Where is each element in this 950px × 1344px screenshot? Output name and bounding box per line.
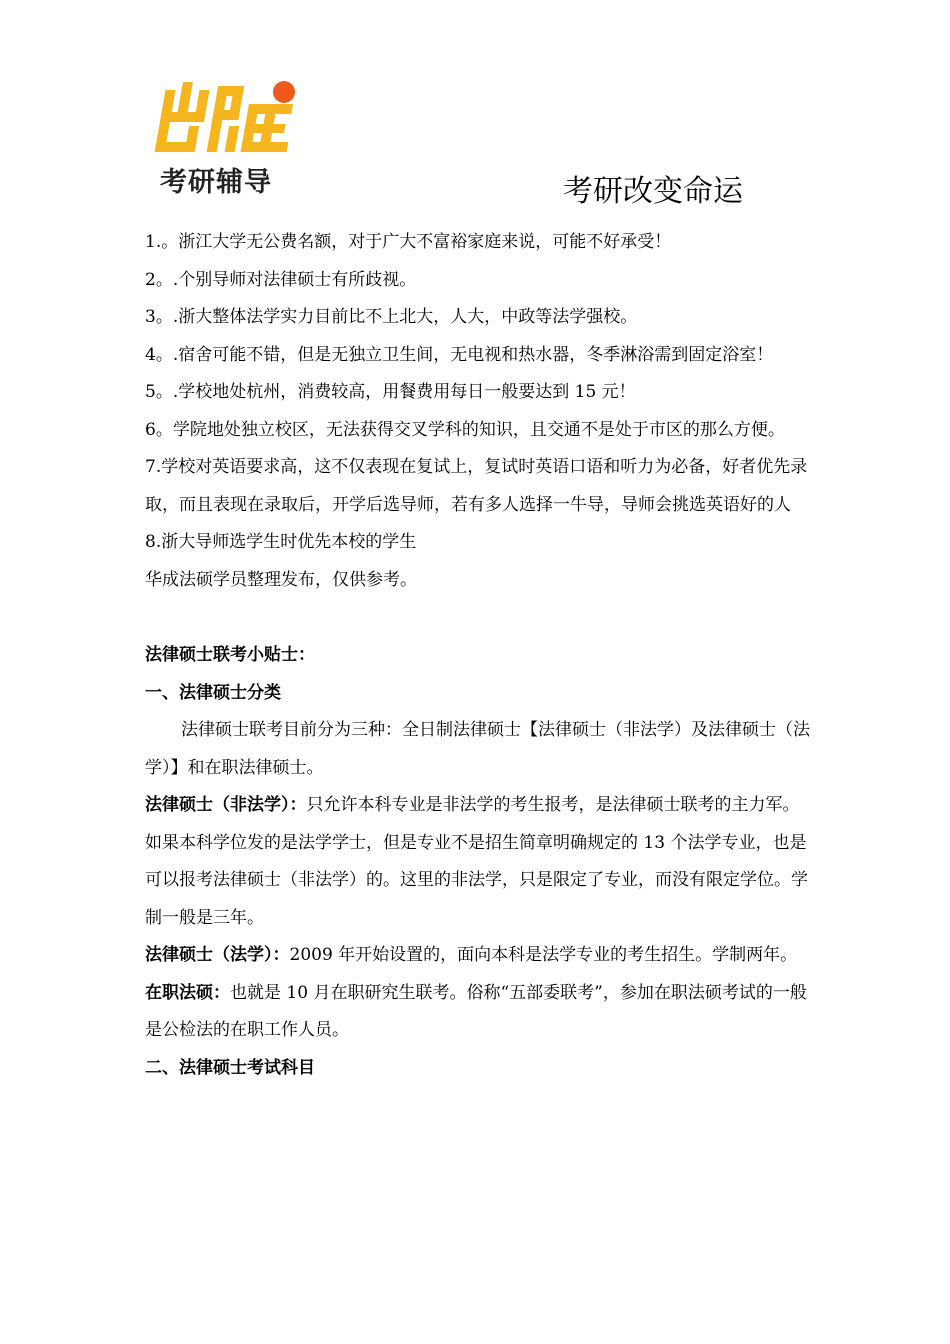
law-text: 2009 年开始设置的，面向本科是法学专业的考生招生。学制两年。 xyxy=(289,945,798,965)
list-item-7: 7.学校对英语要求高，这不仅表现在复试上，复试时英语口语和听力为必备，好者优先录取，而且表现在录取后，开学后选导师，若有多人选择一牛导，导师会挑选英语好的人 xyxy=(145,457,808,515)
logo-orange-dot xyxy=(273,81,295,103)
list-item-4: 4。.宿舍可能不错，但是无独立卫生间，无电视和热水器，冬季淋浴需到固定浴室！ xyxy=(145,344,774,365)
kaicheng-logo xyxy=(150,76,310,201)
tips-title: 法律硕士联考小贴士： xyxy=(145,645,315,665)
nonlaw-text: 只允许本科专业是非法学的考生报考，是法律硕士联考的主力军。如果本科学位发的是法学学士，但是专业不是招生简章明确规定的 13 个法学专业，也是可以报考法律硕士（非法学）的。这里的非法学，只是限定了专业，而没有限定学位。学制一般是三年。 xyxy=(145,795,808,928)
nonlaw-paragraph xyxy=(145,787,810,937)
list-item-3: 3。.浙大整体法学实力目前比不上北大，人大，中政等法学强校。 xyxy=(145,307,638,327)
nonlaw-lead: 法律硕士（非法学）： xyxy=(145,795,307,815)
list-item-5: 5。.学校地处杭州，消费较高，用餐费用每日一般要达到 15 元！ xyxy=(145,382,636,402)
logo-mark xyxy=(154,76,304,156)
list-item-8: 8.浙大导师选学生时优先本校的学生 xyxy=(145,532,417,552)
section1-intro: 法律硕士联考目前分为三种：全日制法律硕士【法律硕士（非法学）及法律硕士（法学）】和在职法律硕士。 xyxy=(145,720,810,778)
section2-heading: 二、法律硕士考试科目 xyxy=(145,1057,315,1078)
parttime-text: 也就是 10 月在职研究生联考。俗称“五部委联考”，参加在职法硕考试的一般是公检法的在职工作人员。 xyxy=(145,982,807,1040)
section1-heading: 一、法律硕士分类 xyxy=(145,682,281,703)
list-item-2: 2。.个别导师对法律硕士有所歧视。 xyxy=(145,269,417,290)
law-lead: 法律硕士（法学）： xyxy=(145,945,290,965)
list-item-1: 1.。浙江大学无公费名额，对于广大不富裕家庭来说，可能不好承受！ xyxy=(145,232,672,252)
parttime-paragraph xyxy=(145,975,810,1050)
slogan: 考研改变命运 xyxy=(563,174,743,209)
document-body xyxy=(145,224,810,1087)
source-note: 华成法硕学员整理发布，仅供参考。 xyxy=(145,569,417,590)
logo-subtitle: 考研辅导 xyxy=(160,167,272,198)
parttime-lead: 在职法硕： xyxy=(145,982,230,1003)
law-paragraph xyxy=(145,937,810,975)
list-item-6: 6。学院地处独立校区，无法获得交叉学科的知识，且交通不是处于市区的那么方便。 xyxy=(145,419,785,440)
